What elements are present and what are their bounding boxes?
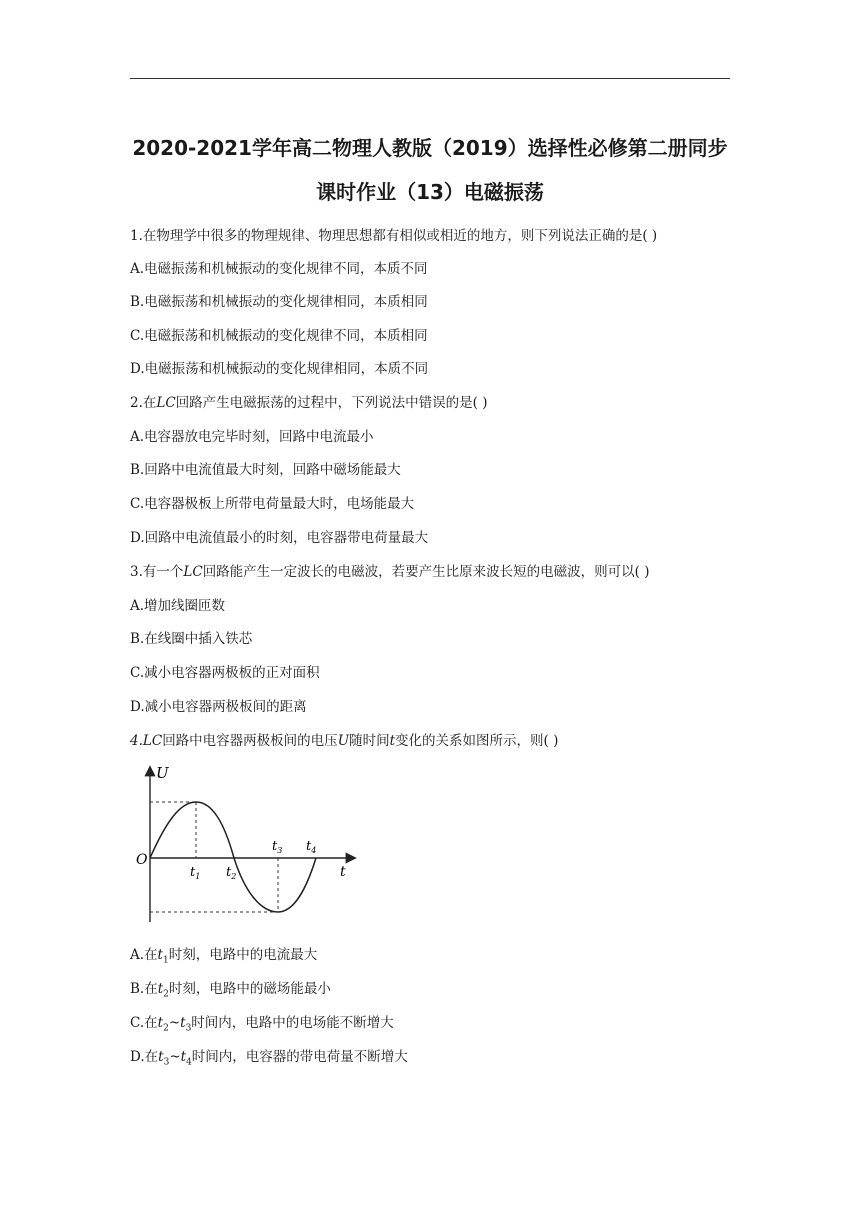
question-1-option-b: B.电磁振荡和机械振动的变化规律相同，本质相同 <box>130 294 428 310</box>
question-4-stem: 4.LC回路中电容器两极板间的电压U随时间t变化的关系如图所示，则( ) <box>130 733 559 749</box>
question-3-option-b: B.在线圈中插入铁芯 <box>130 631 253 647</box>
header-rule <box>130 78 730 79</box>
question-1-stem: 1.在物理学中很多的物理规律、物理思想都有相似或相近的地方，则下列说法正确的是( ) <box>130 228 658 244</box>
t1-label: $t_1$ <box>190 865 201 881</box>
question-2-option-a: A.电容器放电完毕时刻，回路中电流最小 <box>130 429 374 445</box>
voltage-time-graph <box>132 762 362 932</box>
question-4-option-c: C.在$t_2\sim t_3$时间内，电路中的电场能不断增大 <box>130 1015 394 1034</box>
voltage-curve <box>150 802 316 912</box>
question-2-option-b: B.回路中电流值最大时刻，回路中磁场能最大 <box>130 462 401 478</box>
question-3-option-d: D.减小电容器两极板间的距离 <box>130 699 307 715</box>
t2-label: $t_2$ <box>226 865 237 881</box>
page-title-line-1: 2020-2021学年高二物理人教版（2019）选择性必修第二册同步 <box>132 136 728 160</box>
t3-label: $t_3$ <box>272 839 283 855</box>
question-1-option-a: A.电磁振荡和机械振动的变化规律不同，本质不同 <box>130 261 428 277</box>
page-title-line-2: 课时作业（13）电磁振荡 <box>316 180 544 204</box>
question-4-option-b: B.在$t_2$时刻，电路中的磁场能最小 <box>130 981 331 1000</box>
question-1-option-c: C.电磁振荡和机械振动的变化规律不同，本质相同 <box>130 328 428 344</box>
question-2-option-c: C.电容器极板上所带电荷量最大时，电场能最大 <box>130 496 415 512</box>
question-2-stem: 2.在LC回路产生电磁振荡的过程中，下列说法中错误的是( ) <box>130 395 488 411</box>
y-axis-label: U <box>156 764 169 782</box>
question-3-stem: 3.有一个LC回路能产生一定波长的电磁波，若要产生比原来波长短的电磁波，则可以( ) <box>130 564 650 580</box>
question-4-option-d: D.在$t_3\sim t_4$时间内，电容器的带电荷量不断增大 <box>130 1049 408 1068</box>
x-axis-label: t <box>340 864 346 880</box>
question-4-option-a: A.在$t_1$时刻，电路中的电流最大 <box>130 947 318 966</box>
t4-label: $t_4$ <box>306 839 317 855</box>
question-1-option-d: D.电磁振荡和机械振动的变化规律相同，本质不同 <box>130 361 429 377</box>
question-3-option-a: A.增加线圈匝数 <box>130 598 226 614</box>
question-2-option-d: D.回路中电流值最小的时刻，电容器带电荷量最大 <box>130 530 429 546</box>
question-3-option-c: C.减小电容器两极板的正对面积 <box>130 665 320 681</box>
origin-label: O <box>136 852 148 868</box>
